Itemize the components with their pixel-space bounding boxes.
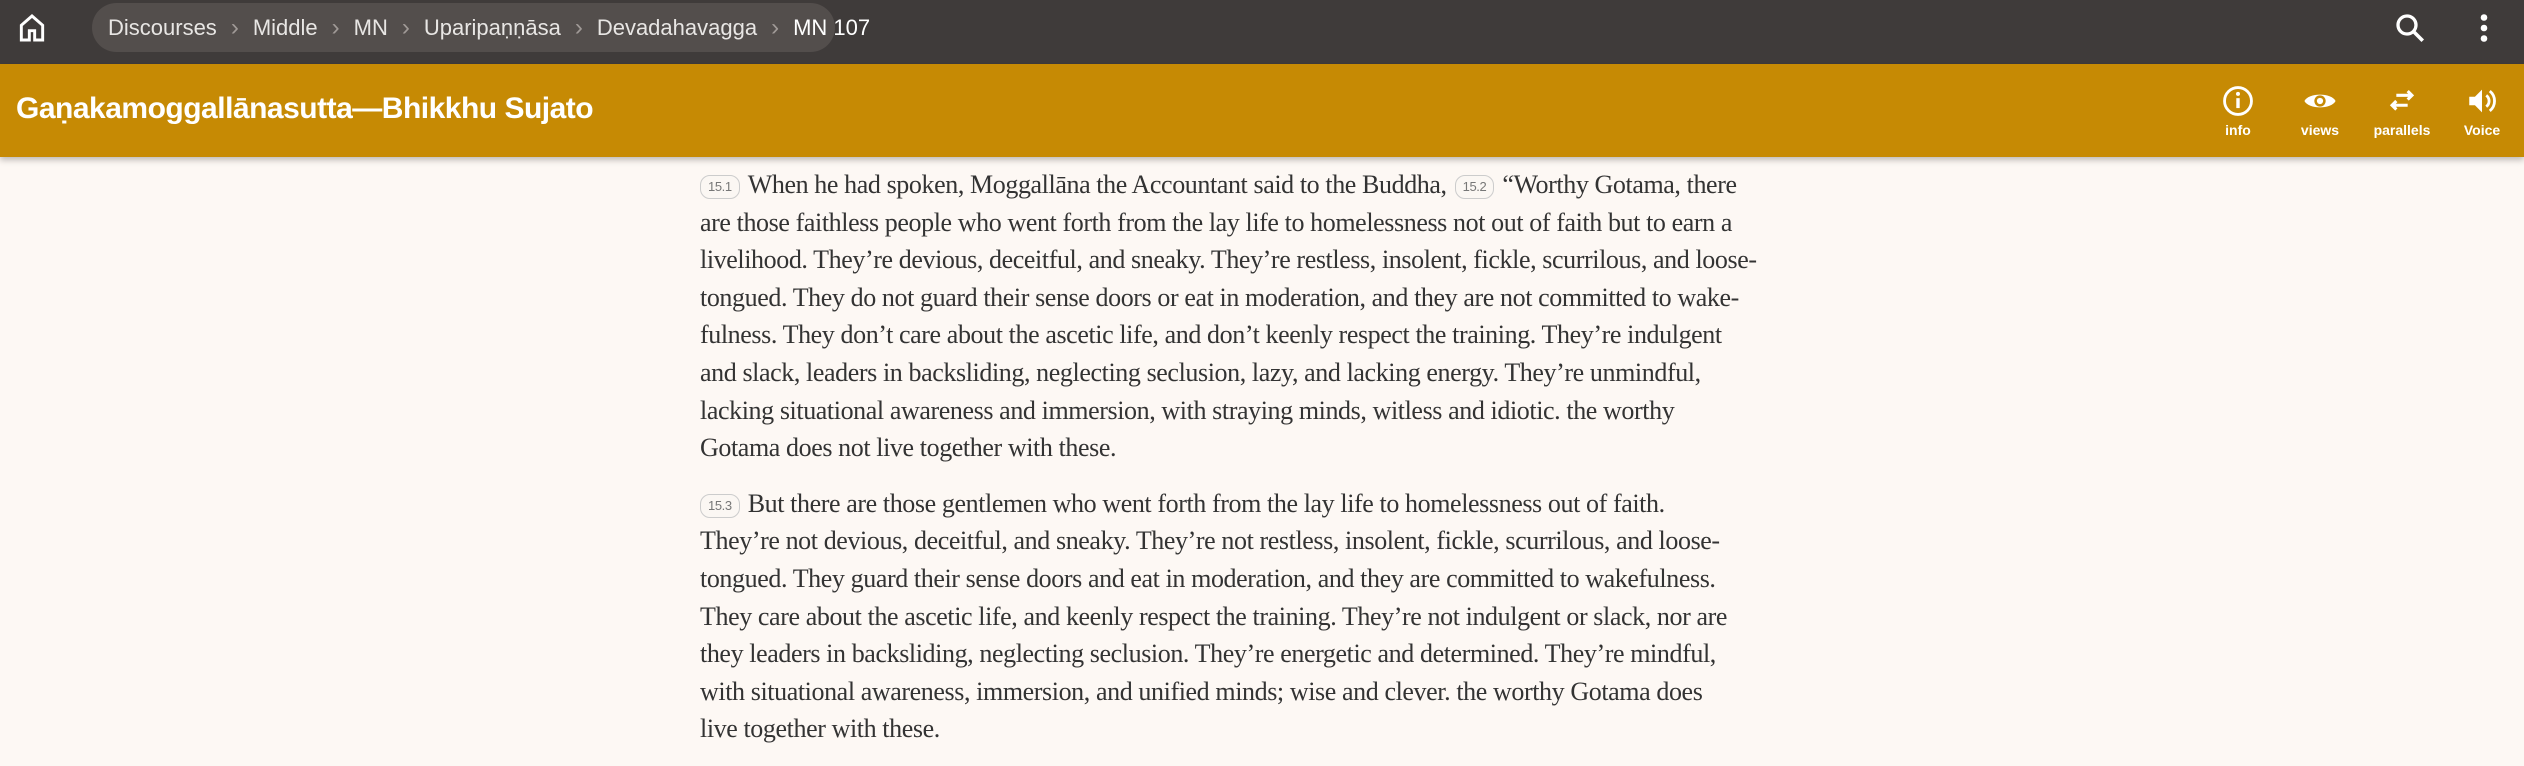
- chevron-right-icon: ›: [771, 13, 780, 41]
- eye-icon: [2303, 84, 2337, 118]
- text-line: are those faithless people who went forth from the lay life to homelessness not out of faith but to earn a: [700, 207, 1732, 237]
- info-button[interactable]: [2193, 84, 2283, 138]
- speaker-icon: [2465, 84, 2499, 118]
- more-vert-icon[interactable]: [2466, 10, 2502, 46]
- views-button[interactable]: [2275, 84, 2365, 138]
- segment-text: When he had spoken, Moggallāna the Accountant said to the Buddha,: [747, 170, 1447, 199]
- text-line: live together with these.: [700, 714, 940, 744]
- voice-button[interactable]: [2437, 84, 2524, 138]
- swap-arrows-icon: [2385, 84, 2419, 118]
- segment-text: But there are those gentlemen who went forth from the lay life to homelessness out of faith.: [747, 488, 1665, 518]
- search-icon[interactable]: [2392, 10, 2428, 46]
- segment-number[interactable]: 15.1: [700, 175, 740, 199]
- text-line: Gotama does not live together with these.: [700, 433, 1117, 463]
- title-bar: [0, 64, 2524, 157]
- text-line: [700, 485, 1840, 523]
- text-line: They care about the ascetic life, and keenly respect the training. They’re not indulgent or slack, nor are: [700, 601, 1728, 631]
- text-line: [700, 166, 1840, 204]
- page-title: Gaṇakamoggallānasutta—Bhikkhu Sujato: [16, 92, 594, 125]
- chevron-right-icon: ›: [331, 13, 340, 41]
- text-line: and slack, leaders in backsliding, neglecting seclusion, lazy, and lacking energy. They’re unmindful,: [700, 357, 1701, 387]
- parallels-label: parallels: [2373, 122, 2431, 138]
- paragraph: [700, 485, 1840, 748]
- text-line: They’re not devious, deceitful, and sneaky. They’re not restless, insolent, fickle, scurrilous, and loose-: [700, 526, 1720, 556]
- text-line: fulness. They don’t care about the ascetic life, and don’t keenly respect the training. They’re indulgent: [700, 320, 1722, 350]
- segment-number[interactable]: 15.3: [700, 494, 740, 518]
- views-label: views: [2300, 122, 2340, 138]
- breadcrumb-mn[interactable]: MN: [353, 14, 388, 40]
- breadcrumb: [92, 3, 871, 52]
- segment-text: “Worthy Gotama, there: [1502, 170, 1737, 199]
- text-line: tongued. They guard their sense doors and eat in moderation, and they are committed to wakefulness.: [700, 563, 1716, 593]
- voice-label: Voice: [2463, 122, 2501, 138]
- chevron-right-icon: ›: [401, 13, 410, 41]
- breadcrumb-devadahavagga[interactable]: Devadahavagga: [596, 14, 758, 40]
- segment-number[interactable]: 15.2: [1455, 175, 1495, 199]
- info-icon: [2221, 84, 2255, 118]
- home-icon[interactable]: [16, 10, 48, 46]
- text-line: they leaders in backsliding, neglecting seclusion. They’re energetic and determined. They’re mindful,: [700, 639, 1716, 669]
- breadcrumb-current: MN 107: [793, 14, 871, 40]
- text-line: lacking situational awareness and immersion, with straying minds, witless and idiotic. the worthy: [700, 395, 1675, 425]
- info-label: info: [2225, 122, 2251, 138]
- chevron-right-icon: ›: [574, 13, 583, 41]
- sutta-text: [700, 166, 1840, 766]
- text-line: tongued. They do not guard their sense doors or eat in moderation, and they are not committed to wake-: [700, 282, 1739, 312]
- parallels-button[interactable]: [2357, 84, 2447, 138]
- text-line: with situational awareness, immersion, and unified minds; wise and clever. the worthy Gotama does: [700, 676, 1703, 706]
- paragraph: [700, 166, 1840, 467]
- breadcrumb-discourses[interactable]: Discourses: [108, 14, 217, 40]
- top-bar: [0, 0, 2524, 64]
- breadcrumb-uparipannasa[interactable]: Uparipaṇṇāsa: [423, 14, 561, 40]
- text-line: livelihood. They’re devious, deceitful, and sneaky. They’re restless, insolent, fickle, scurrilous, and loose-: [700, 245, 1757, 275]
- breadcrumb-middle[interactable]: Middle: [252, 14, 318, 40]
- chevron-right-icon: ›: [230, 13, 239, 41]
